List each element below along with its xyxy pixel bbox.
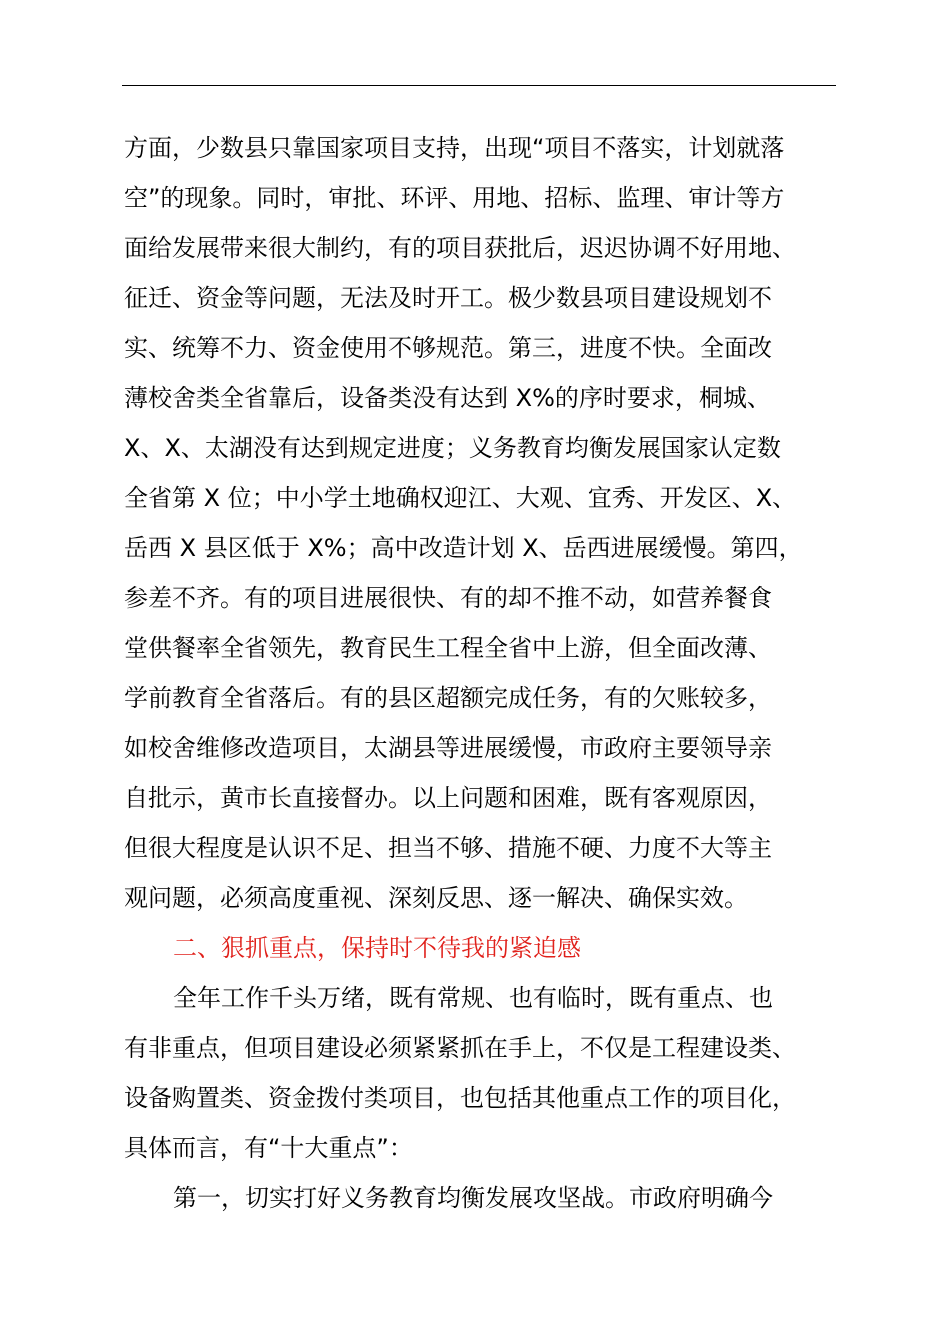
body-line: 自批示，黄市长直接督办。以上问题和困难，既有客观原因， xyxy=(124,784,772,812)
body-line: 全省第 X 位；中小学土地确权迎江、大观、宜秀、开发区、X、 xyxy=(124,484,797,512)
body-line: 但很大程度是认识不足、担当不够、措施不硬、力度不大等主 xyxy=(124,834,772,862)
body-line: 有非重点，但项目建设必须紧紧抓在手上，不仅是工程建设类、 xyxy=(124,1034,796,1062)
body-line: 如校舍维修改造项目，太湖县等进展缓慢，市政府主要领导亲 xyxy=(124,734,772,762)
body-line: 具体而言，有“十大重点”： xyxy=(124,1134,413,1162)
body-line: 参差不齐。有的项目进展很快、有的却不推不动，如营养餐食 xyxy=(124,584,772,612)
body-line: 征迁、资金等问题，无法及时开工。极少数县项目建设规划不 xyxy=(124,284,772,312)
body-line: 观问题，必须高度重视、深刻反思、逐一解决、确保实效。 xyxy=(124,884,748,912)
body-line: 实、统筹不力、资金使用不够规范。第三，进度不快。全面改 xyxy=(124,334,772,362)
section-heading: 二、狠抓重点，保持时不待我的紧迫感 xyxy=(173,934,581,962)
body-line: 第一，切实打好义务教育均衡发展攻坚战。市政府明确今 xyxy=(173,1184,773,1212)
body-line: 岳西 X 县区低于 X%；高中改造计划 X、岳西进展缓慢。第四， xyxy=(124,534,803,562)
body-line: 设备购置类、资金拨付类项目，也包括其他重点工作的项目化， xyxy=(124,1084,796,1112)
body-line: 全年工作千头万绪，既有常规、也有临时，既有重点、也 xyxy=(173,984,773,1012)
body-line: 面给发展带来很大制约，有的项目获批后，迟迟协调不好用地、 xyxy=(124,234,796,262)
body-line: 方面，少数县只靠国家项目支持，出现“项目不落实，计划就落 xyxy=(124,134,785,162)
body-line: X、X、太湖没有达到规定进度；义务教育均衡发展国家认定数 xyxy=(124,434,781,462)
body-line: 堂供餐率全省领先，教育民生工程全省中上游，但全面改薄、 xyxy=(124,634,772,662)
body-line: 空”的现象。同时，审批、环评、用地、招标、监理、审计等方 xyxy=(124,184,785,212)
body-line: 学前教育全省落后。有的县区超额完成任务，有的欠账较多， xyxy=(124,684,772,712)
header-rule xyxy=(122,85,836,86)
body-line: 薄校舍类全省靠后，设备类没有达到 X%的序时要求，桐城、 xyxy=(124,384,771,412)
